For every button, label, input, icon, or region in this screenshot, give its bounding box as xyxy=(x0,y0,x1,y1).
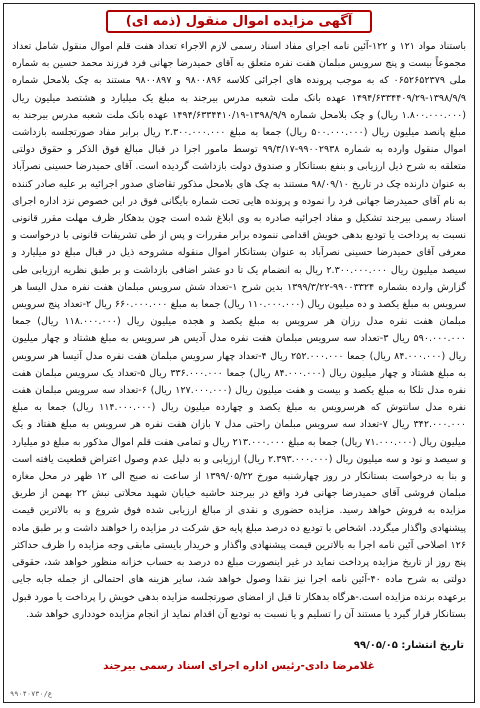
reference-code: ع/۹۹۰۴۰۷۳۰ xyxy=(10,690,53,698)
notice-header xyxy=(4,10,474,33)
notice-title: آگهی مزایده اموال منقول (ذمه ای) xyxy=(106,10,372,33)
publication-date: تاریخ انتشار: ۹۹/۰۵/۰۵ xyxy=(353,640,464,651)
auction-notice xyxy=(3,3,475,703)
signature: غلامرضا دادی-رئیس اداره اجرای اسناد رسمی بیرجند xyxy=(103,660,375,672)
notice-body: باستناد مواد ۱۲۱ و ۱۲۲-آئین نامه اجرای مفاد اسناد رسمی لازم الاجراء تعداد هفت قلم اموال منقول شامل تعداد مجموعاً بیست و پنج سرویس مبلمان هفت نفره متعلق به آقای حمیدرضا جهانی فرد فرزند محمد حسین به شماره ملی ۰۶۵۲۶۵۲۳۷۹ که به موجب پرونده های اجرائی کلاسه ۹۸۰۰۸۹۶ و ۹۸۰۰۸۹۷ مستند به چک بلامحل شماره ۱۳۹۸/۹/۹-۱۴۹۴/۶۳۳۴۴۰۹/۲۹ عهده بانک ملت شعبه مدرس بیرجند به مبلغ یک میلیارد و هشتصد میلیون ریال (۱.۸۰۰.۰۰۰.۰۰۰ ریال) و چک بلامحل شماره ۱۳۹۸/۹/۹-۱۴۹۴/۶۳۳۴۴۱۰/۱۹ عهده بانک ملت شعبه مدرس بیرجند به مبلغ پانصد میلیون ریال (۵۰۰.۰۰۰.۰۰۰ ریال) جمعا به مبلغ ۲.۳۰۰.۰۰۰.۰۰۰ ریال برابر مفاد صورتجلسه بازداشت اموال منقول وارده به شماره ۹۹۰۰۲۹۳۸-۹۹/۳/۱۷ توسط مامور اجرا در قبال مبالغ فوق الذکر و حقوق دولتی متعلقه به شرح ذیل ارزیابی و بنفع بستانکار و صندوق دولت بازداشت گردیده است. آقای حمیدرضا حسینی نصرآباد به عنوان دارنده چک در تاریخ ۹۸/۰۹/۱۰ مستند به چک های بلامحل مذکور تقاضای صدور اجرائیه بر علیه صادر کننده به نام آقای حمیدرضا جهانی فرد را نموده و پرونده هایی تحت شماره بایگانی فوق در این خصوص نزد اداره اجرای اسناد رسمی بیرجند تشکیل و مفاد اجرائیه صادره به وی ابلاغ شده است چون بدهکار ظرف مهلت مقرر قانونی نسبت به پرداخت یا تودیع بدهی خویش اقدامی ننموده برابر مقررات و پس از طی تشریفات قانونی با درخواست و معرفی آقای حمیدرضا حسینی نصرآباد به عنوان بستانکار اموال منقوله مشروحه ذیل در قبال مبلغ دو میلیارد و سیصد میلیون ریال ۲.۳۰۰.۰۰۰.۰۰۰ ریال به انضمام یک تا دو عشر اضافی بازداشت و بر طبق نظریه ارزیابی طی گزارش وارده بشماره ۹۹۰۰۳۳۲۴-۱۳۹۹/۳/۲۲ بدین شرح ۱-تعداد شش سرویس مبلمان هفت نفره مدل الیسا هر سرویس به مبلغ یکصد و ده میلیون ریال (۱۱۰.۰۰۰.۰۰۰ ریال) جمعا به مبلغ ۶۶۰.۰۰۰.۰۰۰ ریال ۲-تعداد پنج سرویس مبلمان هفت نفره مدل رزان هر سرویس به مبلغ یکصد و هجده میلیون ریال (۱۱۸.۰۰۰.۰۰۰ ریال) جمعا ۵۹۰.۰۰۰.۰۰۰ ریال ۳-تعداد سه سرویس مبلمان هفت نفره مدل آدیس هر سرویس به مبلغ هشتاد و چهار میلیون ریال (۸۴.۰۰۰.۰۰۰ ریال) جمعا ۲۵۲.۰۰۰.۰۰۰ ریال ۴-تعداد چهار سرویس مبلمان هفت نفره مدل آتیسا هر سرویس به مبلغ هشتاد و چهار میلیون ریال (۸۴.۰۰۰.۰۰۰ ریال) جمعا ۳۳۶.۰۰۰.۰۰۰ ریال ۵-تعداد یک سرویس مبلمان هفت نفره مدل تلکا به مبلغ یکصد و بیست و هفت میلیون ریال (۱۲۷.۰۰۰.۰۰۰ ریال) ۶-تعداد سه سرویس مبلمان هفت نفره مدل سانتوش که هرسرویس به مبلغ یکصد و چهارده میلیون ریال (۱۱۴.۰۰۰.۰۰۰ ریال) جمعا به مبلغ ۳۴۲.۰۰۰.۰۰۰ ریال ۷-تعداد سه سرویس مبلمان راحتی مدل ۷ بازان هفت نفره هر سرویس به مبلغ هفتاد و یک میلیون ریال (۷۱.۰۰۰.۰۰۰ ریال) جمعا به مبلغ ۲۱۳.۰۰۰.۰۰۰ ریال و تمامی هفت قلم اموال مذکور به مبلغ دو میلیارد و سیصد و نود و سه میلیون ریال (۲.۳۹۳.۰۰۰.۰۰۰ ریال) ارزیابی و به دلیل عدم وصول اعتراض قطعیت یافته است و بنا به درخواست بستانکار در روز چهارشنبه مورخ ۱۳۹۹/۰۵/۲۲ از ساعت نه صبح الی ۱۲ ظهر در محل مغازه مبلمان فروشی آقای حمیدرضا جهانی فرد واقع در بیرجند حاشیه خیابان شهید محلاتی نبش ۲۲ بهمن از طریق مزایده به فروش خواهد رسید. مزایده حضوری و نقدی از مبالغ ارزیابی شده فوق شروع و به بالاترین قیمت پیشنهادی واگذار میگردد. اشخاص با تودیع ده درصد مبلغ پایه حق شرکت در مزایده را خواهند داشت و بر طبق ماده ۱۲۶ اصلاحی آئین نامه اجرا به بالاترین قیمت پیشنهادی واگذار و خریدار بایستی مابقی وجه مزایده را ظرف حداکثر پنج روز از تاریخ مزایده پرداخت نماید در غیر اینصورت مبلغ ده درصد به حساب خزانه منظور خواهد شد، حقوقی دولتی به شرح ماده ۴۰-آئین نامه اجرا نیز نقدا وصول خواهد شد، سایر هزینه های احتمالی از جمله جابه جایی برعهده برنده مزایده است.-هرگاه بدهکار تا قبل از امضای صورتجلسه مزایده بدهی خویش را پرداخت یا مورد قبول بستانکار قرار گیرد یا مستند آن را تسلیم و یا نسبت به تودیع آن اقدام نماید از انجام مزایده خودداری خواهد شد. xyxy=(12,41,467,620)
